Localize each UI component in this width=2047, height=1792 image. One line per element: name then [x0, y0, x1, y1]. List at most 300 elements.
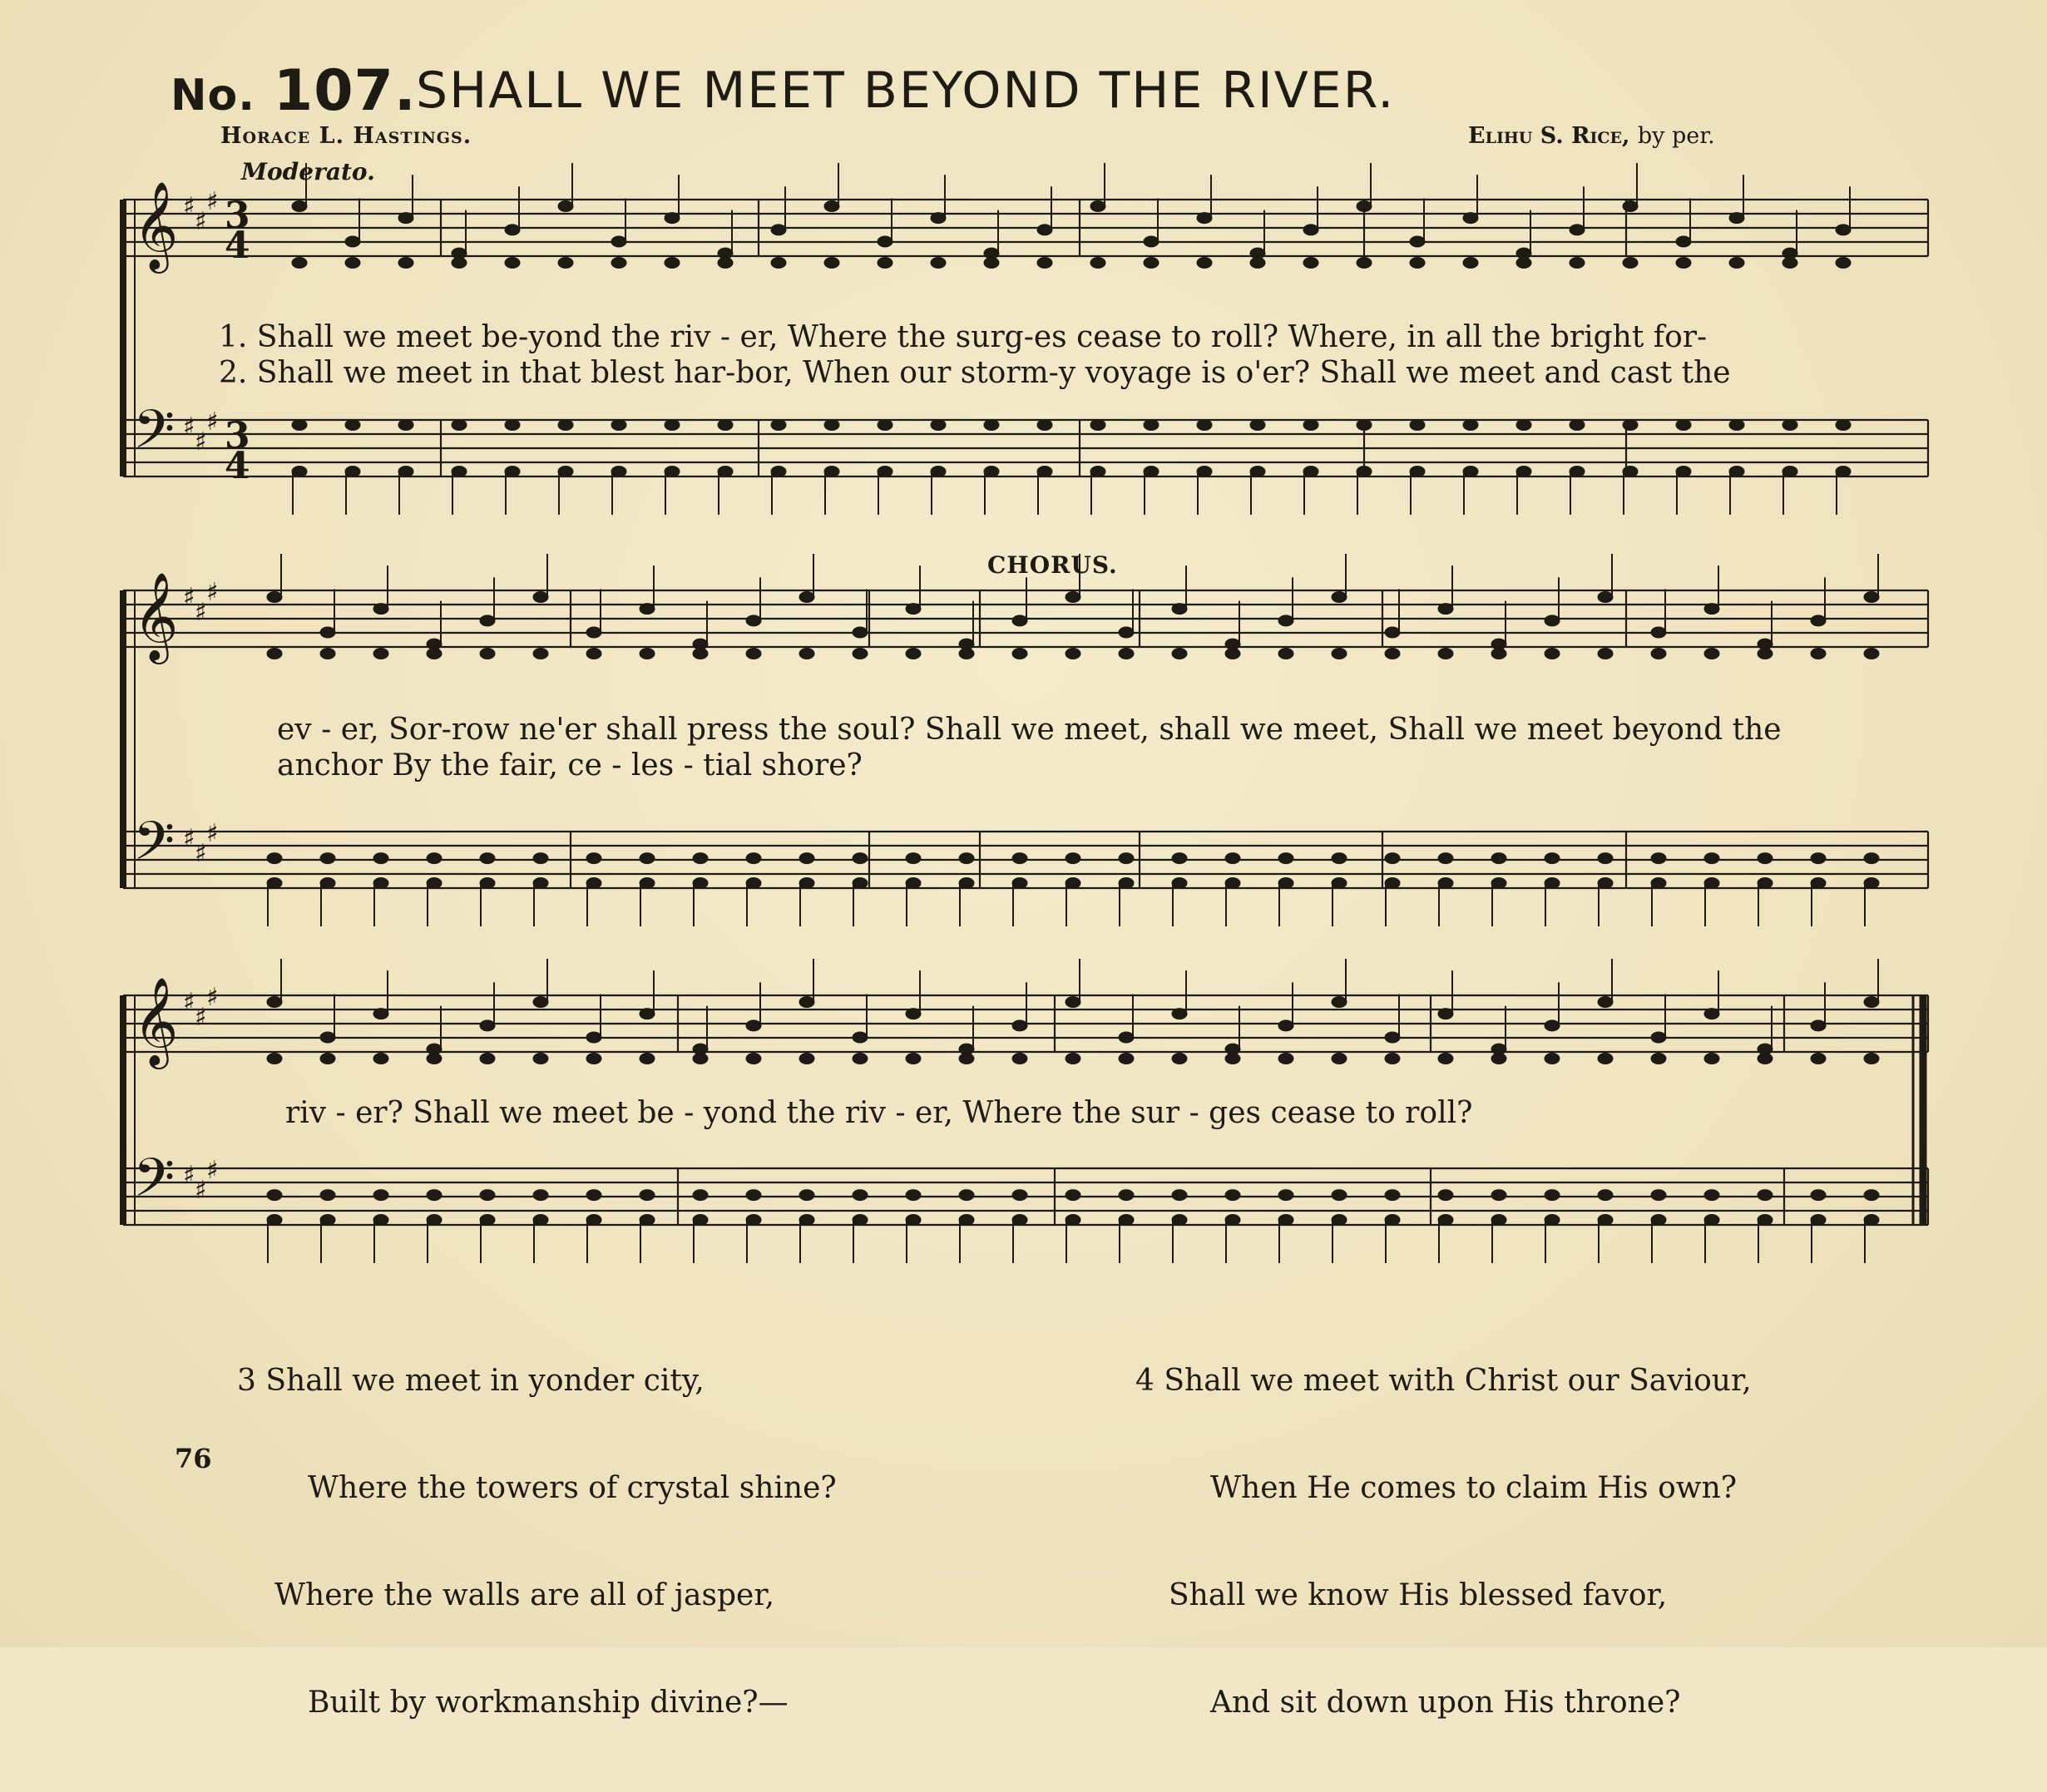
note-head	[1225, 1190, 1240, 1201]
sharp-icon: ♯	[183, 412, 195, 442]
note-head	[1410, 236, 1425, 247]
note-head	[1012, 1020, 1027, 1031]
note-head	[746, 1190, 761, 1201]
note-head	[746, 1054, 761, 1064]
note-head	[1438, 1190, 1453, 1201]
verse-line: 4 Shall we meet with Christ our Saviour,	[1135, 1364, 1752, 1398]
note-head	[1225, 853, 1240, 864]
note-head	[1066, 1054, 1080, 1064]
note-head	[1704, 1054, 1719, 1064]
note-head	[1066, 1190, 1080, 1201]
note-head	[824, 467, 839, 477]
note-head	[1516, 258, 1531, 269]
note-head	[1250, 258, 1265, 269]
note-head	[1225, 878, 1240, 889]
note-head	[533, 1215, 548, 1226]
verse-3	[237, 1291, 837, 1792]
note-head	[1066, 853, 1080, 864]
note-head	[1144, 467, 1159, 477]
note-head	[931, 258, 946, 269]
sharp-icon: ♯	[183, 583, 195, 612]
note-head	[320, 878, 335, 889]
note-head	[1332, 853, 1347, 864]
note-head	[480, 853, 495, 864]
note-head	[1570, 258, 1585, 269]
note-head	[1811, 615, 1826, 626]
note-head	[1410, 420, 1425, 431]
note-head	[533, 878, 548, 889]
note-head	[1225, 1215, 1240, 1226]
note-head	[1438, 1054, 1453, 1064]
note-head	[1012, 1190, 1027, 1201]
note-head	[931, 467, 946, 477]
note-head	[853, 649, 868, 659]
note-head	[1090, 420, 1105, 431]
note-head	[1676, 258, 1691, 269]
note-head	[959, 878, 974, 889]
note-head	[1729, 213, 1744, 224]
treble-clef-icon: 𝄞	[133, 571, 179, 660]
verse-line: When He comes to claim His own?	[1210, 1471, 1738, 1505]
note-head	[1278, 853, 1293, 864]
note-head	[693, 649, 708, 659]
note-head	[799, 1215, 814, 1226]
lyric-line-s1-v2: 2. Shall we meet in that blest har-bor, When our storm-y voyage is o'er? Shall we meet and cast the	[219, 356, 1731, 390]
note-head	[452, 258, 467, 269]
note-head	[1012, 853, 1027, 864]
note-head	[558, 201, 573, 212]
note-head	[1704, 878, 1719, 889]
note-head	[533, 649, 548, 659]
note-head	[320, 1190, 335, 1201]
note-head	[533, 1190, 548, 1201]
note-head	[1197, 258, 1212, 269]
sharp-icon: ♯	[195, 598, 207, 627]
note-head	[1385, 1054, 1400, 1064]
note-head	[693, 1190, 708, 1201]
note-head	[1704, 853, 1719, 864]
note-head	[1090, 258, 1105, 269]
note-head	[906, 1009, 921, 1019]
note-head	[1332, 649, 1347, 659]
note-head	[853, 1054, 868, 1064]
note-head	[586, 1215, 601, 1226]
note-head	[1704, 1009, 1719, 1019]
note-head	[1516, 467, 1531, 477]
note-head	[984, 258, 999, 269]
note-head	[1545, 878, 1560, 889]
note-head	[1651, 649, 1666, 659]
note-head	[665, 467, 680, 477]
note-head	[1623, 201, 1638, 212]
note-head	[1172, 1190, 1187, 1201]
note-head	[1197, 213, 1212, 224]
note-head	[906, 1190, 921, 1201]
note-head	[878, 420, 892, 431]
note-head	[1278, 1215, 1293, 1226]
note-head	[1119, 1032, 1134, 1043]
note-head	[1491, 853, 1506, 864]
note-head	[533, 592, 548, 603]
note-head	[1676, 236, 1691, 247]
note-head	[373, 1215, 388, 1226]
bass-clef-icon: 𝄢	[133, 1148, 176, 1222]
note-head	[427, 853, 442, 864]
note-head	[1864, 1054, 1879, 1064]
note-head	[480, 615, 495, 626]
note-head	[1144, 420, 1159, 431]
note-head	[1357, 420, 1372, 431]
note-head	[1836, 258, 1851, 269]
note-head	[320, 649, 335, 659]
note-head	[373, 1009, 388, 1019]
lyricist-credit: Horace L. Hastings.	[220, 123, 472, 149]
note-head	[718, 258, 733, 269]
note-head	[1066, 1215, 1080, 1226]
note-head	[398, 467, 413, 477]
note-head	[1811, 1054, 1826, 1064]
note-head	[1278, 615, 1293, 626]
time-signature-top: 3	[225, 195, 250, 237]
note-head	[1651, 1032, 1666, 1043]
note-head	[640, 878, 655, 889]
bass-clef-icon: 𝄢	[133, 811, 176, 886]
note-head	[480, 1020, 495, 1031]
note-head	[373, 853, 388, 864]
note-head	[1729, 467, 1744, 477]
note-head	[640, 1009, 655, 1019]
note-head	[693, 878, 708, 889]
lyric-line-s2-v2: anchor By the fair, ce - les - tial shore?	[277, 748, 863, 782]
note-head	[292, 420, 307, 431]
note-head	[427, 1190, 442, 1201]
note-head	[586, 878, 601, 889]
note-head	[1651, 878, 1666, 889]
note-head	[1278, 878, 1293, 889]
permission-note: by per.	[1637, 123, 1715, 149]
chorus-label: CHORUS.	[987, 551, 1118, 579]
note-head	[1144, 258, 1159, 269]
note-head	[1144, 236, 1159, 247]
note-head	[824, 420, 839, 431]
note-head	[480, 878, 495, 889]
sharp-icon: ♯	[206, 407, 219, 437]
note-head	[1491, 1190, 1506, 1201]
treble-clef-icon: 𝄞	[133, 976, 179, 1065]
note-head	[746, 1215, 761, 1226]
note-head	[1758, 853, 1773, 864]
note-head	[1357, 258, 1372, 269]
sharp-icon: ♯	[195, 427, 207, 457]
note-head	[1463, 213, 1478, 224]
note-head	[1570, 467, 1585, 477]
note-head	[665, 213, 680, 224]
note-head	[1545, 1190, 1560, 1201]
note-head	[586, 853, 601, 864]
note-head	[427, 1215, 442, 1226]
note-head	[1357, 467, 1372, 477]
note-head	[984, 467, 999, 477]
note-head	[1570, 225, 1585, 235]
note-head	[1811, 1215, 1826, 1226]
time-signature-bottom: 4	[225, 445, 250, 487]
note-head	[1385, 1032, 1400, 1043]
note-head	[1704, 649, 1719, 659]
note-head	[1119, 853, 1134, 864]
note-head	[746, 1020, 761, 1031]
note-head	[1278, 1054, 1293, 1064]
note-head	[1066, 592, 1080, 603]
note-head	[878, 236, 892, 247]
note-head	[505, 420, 520, 431]
note-head	[984, 420, 999, 431]
hymn-title: SHALL WE MEET BEYOND THE RIVER.	[416, 62, 1396, 120]
note-head	[1012, 1215, 1027, 1226]
note-head	[1225, 1054, 1240, 1064]
note-head	[771, 467, 786, 477]
note-head	[292, 201, 307, 212]
note-head	[320, 1032, 335, 1043]
note-head	[1438, 649, 1453, 659]
verse-line: Where the walls are all of jasper,	[274, 1578, 775, 1612]
note-head	[267, 853, 282, 864]
note-head	[1782, 467, 1797, 477]
note-head	[1570, 420, 1585, 431]
sharp-icon: ♯	[206, 983, 219, 1012]
note-head	[1438, 604, 1453, 615]
note-head	[1172, 853, 1187, 864]
note-head	[746, 853, 761, 864]
note-head	[1172, 1054, 1187, 1064]
note-head	[1438, 878, 1453, 889]
note-head	[1119, 627, 1134, 638]
note-head	[480, 1215, 495, 1226]
note-head	[1676, 420, 1691, 431]
note-head	[746, 615, 761, 626]
note-head	[959, 1054, 974, 1064]
note-head	[1811, 878, 1826, 889]
note-head	[292, 258, 307, 269]
note-head	[693, 1215, 708, 1226]
note-head	[1250, 467, 1265, 477]
note-head	[533, 1054, 548, 1064]
note-head	[746, 878, 761, 889]
note-head	[1811, 649, 1826, 659]
note-head	[1037, 467, 1052, 477]
note-head	[1090, 201, 1105, 212]
page-number: 76	[175, 1443, 212, 1474]
note-head	[959, 1215, 974, 1226]
sharp-icon: ♯	[195, 839, 207, 868]
note-head	[505, 225, 520, 235]
note-head	[1332, 1190, 1347, 1201]
note-head	[1303, 420, 1318, 431]
note-head	[799, 1054, 814, 1064]
note-head	[1729, 258, 1744, 269]
note-head	[1278, 649, 1293, 659]
note-head	[640, 604, 655, 615]
note-head	[533, 853, 548, 864]
note-head	[1410, 258, 1425, 269]
note-head	[373, 649, 388, 659]
note-head	[452, 420, 467, 431]
note-head	[1385, 878, 1400, 889]
note-head	[611, 236, 626, 247]
note-head	[1758, 1190, 1773, 1201]
sharp-icon: ♯	[183, 988, 195, 1017]
note-head	[1651, 627, 1666, 638]
note-head	[878, 467, 892, 477]
sharp-icon: ♯	[206, 1156, 219, 1185]
note-head	[1438, 1009, 1453, 1019]
note-head	[292, 467, 307, 477]
note-head	[1463, 420, 1478, 431]
note-head	[267, 878, 282, 889]
note-head	[427, 1054, 442, 1064]
note-head	[853, 1032, 868, 1043]
note-head	[1197, 420, 1212, 431]
note-head	[1598, 1215, 1613, 1226]
note-head	[1864, 592, 1879, 603]
note-head	[1491, 878, 1506, 889]
note-head	[1119, 649, 1134, 659]
note-head	[267, 649, 282, 659]
note-head	[480, 1054, 495, 1064]
verse-line: Shall we know His blessed favor,	[1169, 1578, 1668, 1612]
note-head	[799, 649, 814, 659]
note-head	[611, 420, 626, 431]
note-head	[586, 1032, 601, 1043]
note-head	[1516, 420, 1531, 431]
note-head	[959, 853, 974, 864]
note-head	[959, 1190, 974, 1201]
note-head	[1197, 467, 1212, 477]
note-head	[1598, 1190, 1613, 1201]
sharp-icon: ♯	[206, 187, 219, 216]
note-head	[799, 1190, 814, 1201]
note-head	[1676, 467, 1691, 477]
note-head	[1704, 604, 1719, 615]
note-head	[1598, 878, 1613, 889]
note-head	[1598, 997, 1613, 1008]
note-head	[398, 258, 413, 269]
note-head	[1491, 649, 1506, 659]
note-head	[345, 258, 360, 269]
note-head	[1811, 853, 1826, 864]
note-head	[267, 997, 282, 1008]
time-signature-bottom: 4	[225, 225, 250, 267]
note-head	[1225, 649, 1240, 659]
note-head	[480, 1190, 495, 1201]
note-head	[345, 236, 360, 247]
note-head	[1729, 420, 1744, 431]
note-head	[373, 604, 388, 615]
note-head	[1491, 1054, 1506, 1064]
note-head	[718, 420, 733, 431]
note-head	[267, 592, 282, 603]
note-head	[1119, 878, 1134, 889]
note-head	[505, 258, 520, 269]
note-head	[1385, 649, 1400, 659]
note-head	[853, 853, 868, 864]
composer-name: Elihu S. Rice,	[1468, 123, 1630, 149]
note-head	[1782, 420, 1797, 431]
note-head	[1623, 467, 1638, 477]
note-head	[1438, 1215, 1453, 1226]
note-head	[1545, 615, 1560, 626]
note-head	[267, 1054, 282, 1064]
note-head	[586, 649, 601, 659]
note-head	[1704, 1190, 1719, 1201]
note-head	[1623, 258, 1638, 269]
sharp-icon: ♯	[183, 192, 195, 221]
note-head	[427, 878, 442, 889]
note-head	[1836, 420, 1851, 431]
note-head	[640, 649, 655, 659]
note-head	[853, 1215, 868, 1226]
sharp-icon: ♯	[206, 819, 219, 848]
note-head	[1651, 853, 1666, 864]
note-head	[345, 420, 360, 431]
note-head	[320, 853, 335, 864]
note-head	[853, 627, 868, 638]
note-head	[1385, 1190, 1400, 1201]
time-signature-top: 3	[225, 415, 250, 457]
note-head	[1332, 1054, 1347, 1064]
note-head	[267, 1215, 282, 1226]
note-head	[1864, 853, 1879, 864]
note-head	[1598, 853, 1613, 864]
note-head	[373, 1190, 388, 1201]
note-head	[586, 627, 601, 638]
note-head	[1836, 225, 1851, 235]
note-head	[1332, 592, 1347, 603]
note-head	[906, 1054, 921, 1064]
note-head	[1864, 997, 1879, 1008]
note-head	[267, 1190, 282, 1201]
sharp-icon: ♯	[183, 824, 195, 853]
note-head	[771, 420, 786, 431]
note-head	[1651, 1215, 1666, 1226]
note-head	[320, 1215, 335, 1226]
note-head	[611, 258, 626, 269]
note-head	[586, 1054, 601, 1064]
note-head	[1385, 1215, 1400, 1226]
note-head	[640, 853, 655, 864]
note-head	[1119, 1190, 1134, 1201]
sharp-icon: ♯	[183, 1161, 195, 1190]
note-head	[1651, 1190, 1666, 1201]
note-head	[1438, 853, 1453, 864]
sharp-icon: ♯	[195, 1176, 207, 1205]
note-head	[1545, 1215, 1560, 1226]
verse-line: Where the towers of crystal shine?	[308, 1471, 837, 1505]
note-head	[771, 258, 786, 269]
note-head	[665, 258, 680, 269]
hymn-number-value: 107.	[273, 58, 417, 124]
note-head	[640, 1054, 655, 1064]
note-head	[558, 467, 573, 477]
note-head	[799, 997, 814, 1008]
note-head	[1090, 467, 1105, 477]
note-head	[1250, 420, 1265, 431]
note-head	[746, 649, 761, 659]
note-head	[373, 1054, 388, 1064]
note-head	[906, 878, 921, 889]
note-head	[1012, 615, 1027, 626]
note-head	[1119, 1215, 1134, 1226]
hymn-number-label: No.	[171, 71, 255, 121]
